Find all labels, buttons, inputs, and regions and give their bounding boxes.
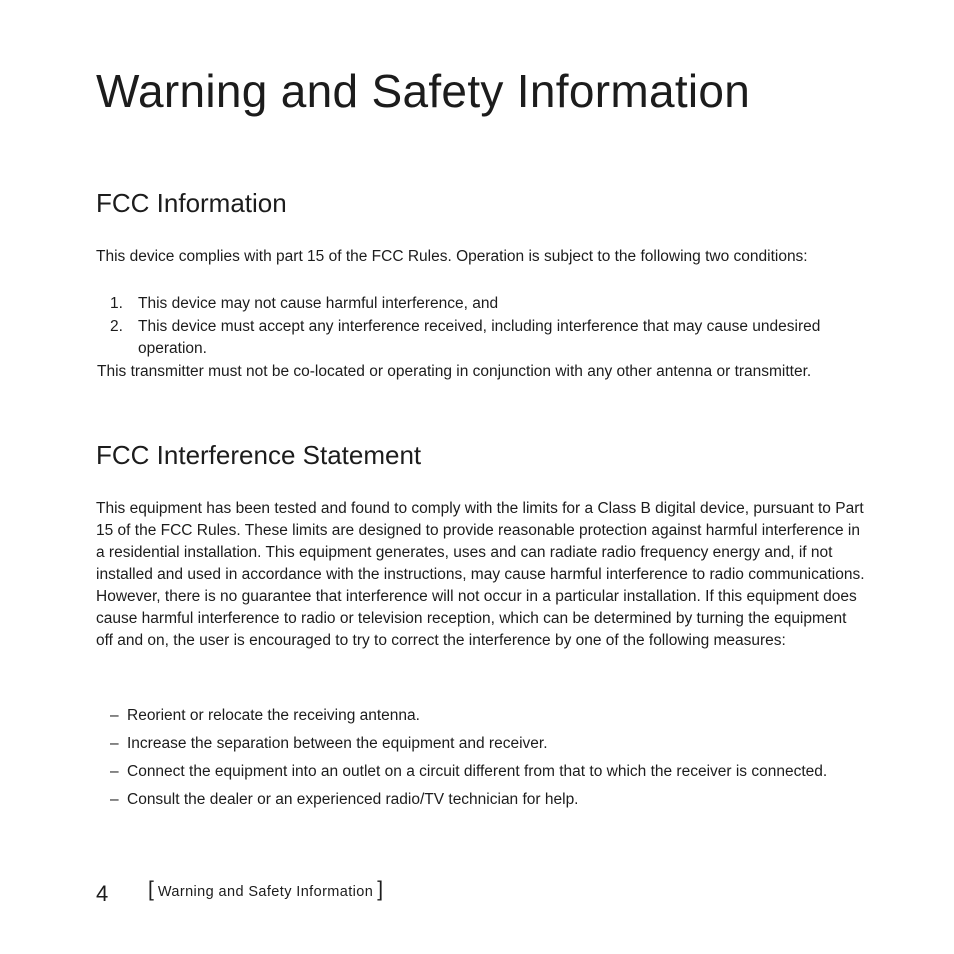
list-marker: 2.: [110, 318, 123, 335]
condition-item-2: [96, 316, 866, 360]
page-number: 4: [96, 881, 109, 906]
list-marker: 1.: [110, 295, 123, 312]
fcc-interference-heading: FCC Interference Statement: [96, 440, 422, 470]
dash-marker: –: [110, 707, 119, 724]
measure-item-3: [110, 761, 866, 783]
measure-item-4: [110, 789, 866, 811]
dash-marker: –: [110, 735, 119, 752]
fcc-conditions-list: [96, 293, 866, 361]
measure-item-2: [110, 733, 866, 755]
measure-item-1: [110, 705, 866, 727]
bracket-close: ]: [377, 878, 384, 901]
measures-list: [110, 705, 866, 817]
condition-text: This device must accept any interference received, including interference that may cause undesired operation.: [138, 318, 821, 357]
fcc-information-heading: FCC Information: [96, 188, 287, 218]
measure-text: Reorient or relocate the receiving antenna.: [127, 707, 420, 724]
page-title: Warning and Safety Information: [96, 65, 751, 117]
measure-text: Increase the separation between the equipment and receiver.: [127, 735, 548, 752]
running-footer-label: [148, 876, 383, 904]
condition-item-1: [96, 293, 866, 315]
transmitter-note: This transmitter must not be co-located or operating in conjunction with any other antenna or transmitter.: [97, 363, 812, 380]
dash-marker: –: [110, 791, 119, 808]
fcc-interference-paragraph: This equipment has been tested and found to comply with the limits for a Class B digital device, pursuant to Part 15 of the FCC Rules. These limits are designed to provide reasonable protection against harmful interference in a residential installation. This equipment generates, uses and can radiate radio frequency energy and, if not installed and used in accordance with the instructions, may cause harmful interference to radio communications. However, there is no guarantee that interference will not occur in a particular installation. If this equipment does cause harmful interference to radio or television reception, which can be determined by turning the equipment off and on, the user is encouraged to try to correct the interference by one of the following measures:: [96, 500, 865, 649]
measure-text: Consult the dealer or an experienced radio/TV technician for help.: [127, 791, 579, 808]
dash-marker: –: [110, 763, 119, 780]
footer-section-label: Warning and Safety Information: [157, 884, 374, 900]
condition-text: This device may not cause harmful interference, and: [138, 295, 499, 312]
fcc-intro-paragraph: This device complies with part 15 of the FCC Rules. Operation is subject to the following two conditions:: [96, 248, 808, 265]
measure-text: Connect the equipment into an outlet on a circuit different from that to which the receiver is connected.: [127, 763, 828, 780]
bracket-open: [: [148, 878, 154, 901]
